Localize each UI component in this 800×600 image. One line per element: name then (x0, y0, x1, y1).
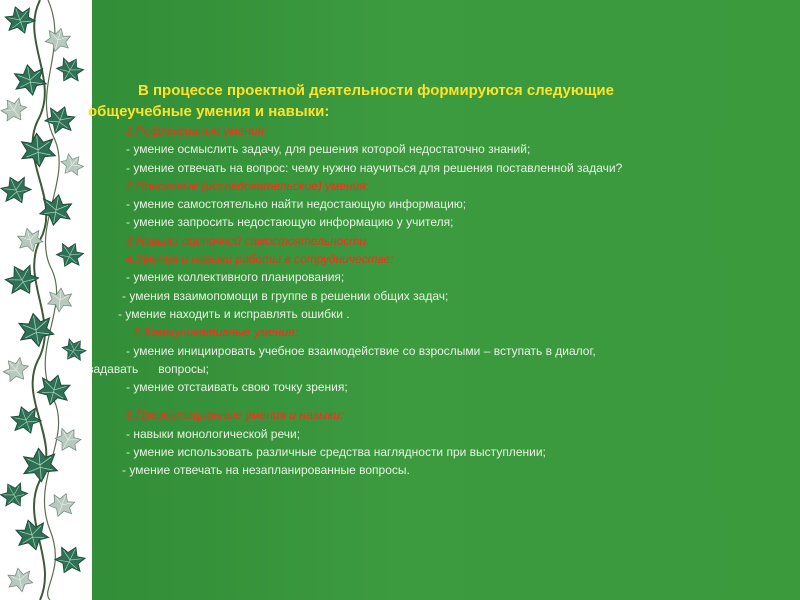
ivy-border (0, 0, 92, 600)
section-heading-search: 2.Поисковые (исследовательские) умения: (126, 178, 370, 193)
list-item: - умение осмыслить задачу, для решения которой недостаточно знаний; (126, 142, 531, 157)
section-heading-evaluation: 3.Навыки оценочной самостоятельности. (126, 233, 370, 248)
ivy-vine-icon (0, 0, 92, 600)
list-item: - умение самостоятельно найти недостающую информацию; (126, 197, 467, 212)
list-item: - умение отвечать на вопрос: чему нужно научиться для решения поставленной задачи? (126, 160, 623, 175)
list-item: - умение находить и исправлять ошибки . (118, 306, 350, 321)
list-item: - умение отстаивать свою точку зрения; (126, 380, 348, 395)
list-item: задавать вопросы; (88, 361, 209, 376)
list-item: - навыки монологической речи; (126, 426, 301, 441)
section-heading-reflexive: 1.Рефлексивные умения: (126, 124, 268, 138)
slide-content (88, 80, 778, 480)
section-heading-cooperation: 4.Умения и навыки работы в сотрудничестве: (126, 252, 394, 267)
list-item: - умения взаимопомощи в группе в решении общих задач; (122, 288, 449, 303)
list-item: - умение запросить недостающую информацию у учителя; (126, 215, 454, 230)
section-heading-communication: 5.Коммуникативные умения: (134, 325, 298, 340)
slide-title-line1: В процессе проектной деятельности формируются следующие (138, 82, 614, 99)
list-item: - умение использовать различные средства наглядности при выступлении; (126, 445, 546, 460)
list-item: - умение коллективного планирования; (126, 270, 345, 285)
list-item: - умение инициировать учебное взаимодействие со взрослыми – вступать в диалог, (126, 343, 596, 358)
slide-title-line2: общеучебные умения и навыки: (88, 103, 330, 120)
list-item: - умение отвечать на незапланированные вопросы. (122, 463, 410, 478)
section-heading-presentation: 6.Презентационные умения и навыки: (126, 408, 344, 423)
